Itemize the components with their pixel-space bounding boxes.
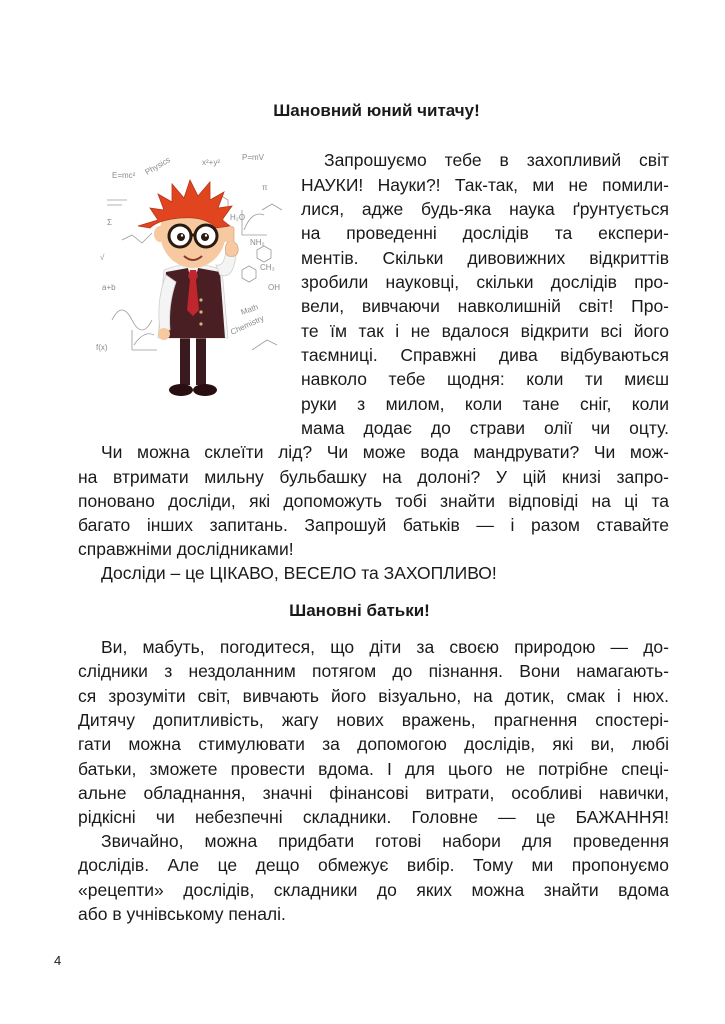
intro-line: лися, адже будь-яка наука ґрунтується — [301, 199, 669, 219]
formula-text: Physics — [143, 155, 172, 177]
intro-line: таємниці. Справжні дива відбуваються — [301, 345, 669, 365]
intro-line: зробили науковці, скільки дослідів про- — [301, 272, 669, 292]
paragraph3-line: Досліди – це ЦІКАВО, ВЕСЕЛО та ЗАХОПЛИВО! — [101, 563, 497, 583]
heading-children: Шановний юний читачу! — [273, 101, 480, 120]
paragraph2-line: поновано досліди, які допоможуть тобі знайти відповіді на ці та — [78, 491, 669, 511]
shoe-left — [169, 384, 193, 396]
formula-text: f(x) — [96, 343, 108, 352]
formula-text: E=mc² — [112, 171, 136, 180]
parents-line: Дитячу допитливість, жагу нових вражень, прагнення спостері- — [78, 710, 669, 730]
intro-line: навколо тебе щодня: коли ти миєш — [301, 369, 669, 389]
paragraph2-line: Чи можна склеїти лід? Чи може вода мандрувати? Чи мож- — [101, 442, 669, 462]
formula-text: x²+y² — [202, 158, 220, 167]
formula-text: Chemistry — [229, 313, 266, 337]
parents2-line: Звичайно, можна придбати готові набори для проведення — [101, 831, 669, 851]
tie — [187, 270, 199, 316]
formula-text: P=mV — [242, 153, 265, 162]
intro-line: ментів. Скільки дивовижних відкриттів — [301, 248, 669, 268]
formula-text: NH₂ — [250, 238, 265, 247]
parents2-line: «рецепти» дослідів, складники до яких можна знайти вдома — [78, 880, 669, 900]
formula-text: H₂O — [230, 213, 246, 222]
intro-line: те їм так і не вдалося відкрити всі його — [301, 321, 669, 341]
formula-text: CH₃ — [260, 263, 275, 272]
paragraph2-line: справжніми дослідниками! — [78, 539, 294, 559]
parents-line: альне обладнання, значні фінансові витрати, особливі навички, — [78, 783, 669, 803]
parents-line: батьки, зможете провести вдома. І для цього не потрібне спеці- — [78, 759, 669, 779]
formula-text: a+b — [102, 283, 116, 292]
intro-line: Запрошуємо тебе в захопливий світ — [324, 150, 669, 170]
intro-line: НАУКИ! Науки?! Так-так, ми не помили- — [301, 175, 669, 195]
parents-line: слідники з нездоланним потягом до пізнання. Вони намагають- — [78, 661, 669, 681]
formula-text: π — [262, 183, 268, 192]
parents-line: рідкісні чи небезпечні складники. Головне — це БАЖАННЯ! — [78, 807, 669, 827]
formula-text: Math — [239, 302, 260, 317]
scientist-kid-illustration — [92, 150, 302, 405]
page-number: 4 — [54, 953, 62, 968]
paragraph2-line: на втримати мильну бульбашку на долоні? У цій книзі запро- — [78, 467, 669, 487]
paragraph2-line: багато інших запитань. Запрошуй батьків — і разом ставайте — [78, 515, 669, 535]
formula-text: √ — [100, 253, 105, 262]
leg-left — [180, 335, 190, 385]
intro-line: руки з милом, коли тане сніг, коли — [301, 394, 669, 414]
parents-line: гати можна стимулювати за допомогою дослідів, які ви, любі — [78, 734, 669, 754]
intro-line: на проведенні дослідів та експери- — [301, 223, 669, 243]
parents2-line: або в учнівському пеналі. — [78, 904, 286, 924]
intro-line: вели, вивчаючи навколишній світ! Про- — [301, 296, 669, 316]
heading-parents: Шановні батьки! — [289, 601, 430, 620]
leg-right — [196, 335, 206, 385]
formula-text: Σ — [107, 218, 112, 227]
parents-line: ся зрозуміти світ, вивчають його візуально, на дотик, смак і нюх. — [78, 686, 669, 706]
intro-line: мама додає до страви олії чи оцту. — [301, 418, 669, 438]
shoe-right — [193, 384, 217, 396]
parents2-line: дослідів. Але це дещо обмежує вибір. Тому ми пропонуємо — [78, 855, 669, 875]
formula-text: OH — [268, 283, 280, 292]
parents-line: Ви, мабуть, погодитеся, що діти за своєю природою — до- — [101, 637, 669, 657]
